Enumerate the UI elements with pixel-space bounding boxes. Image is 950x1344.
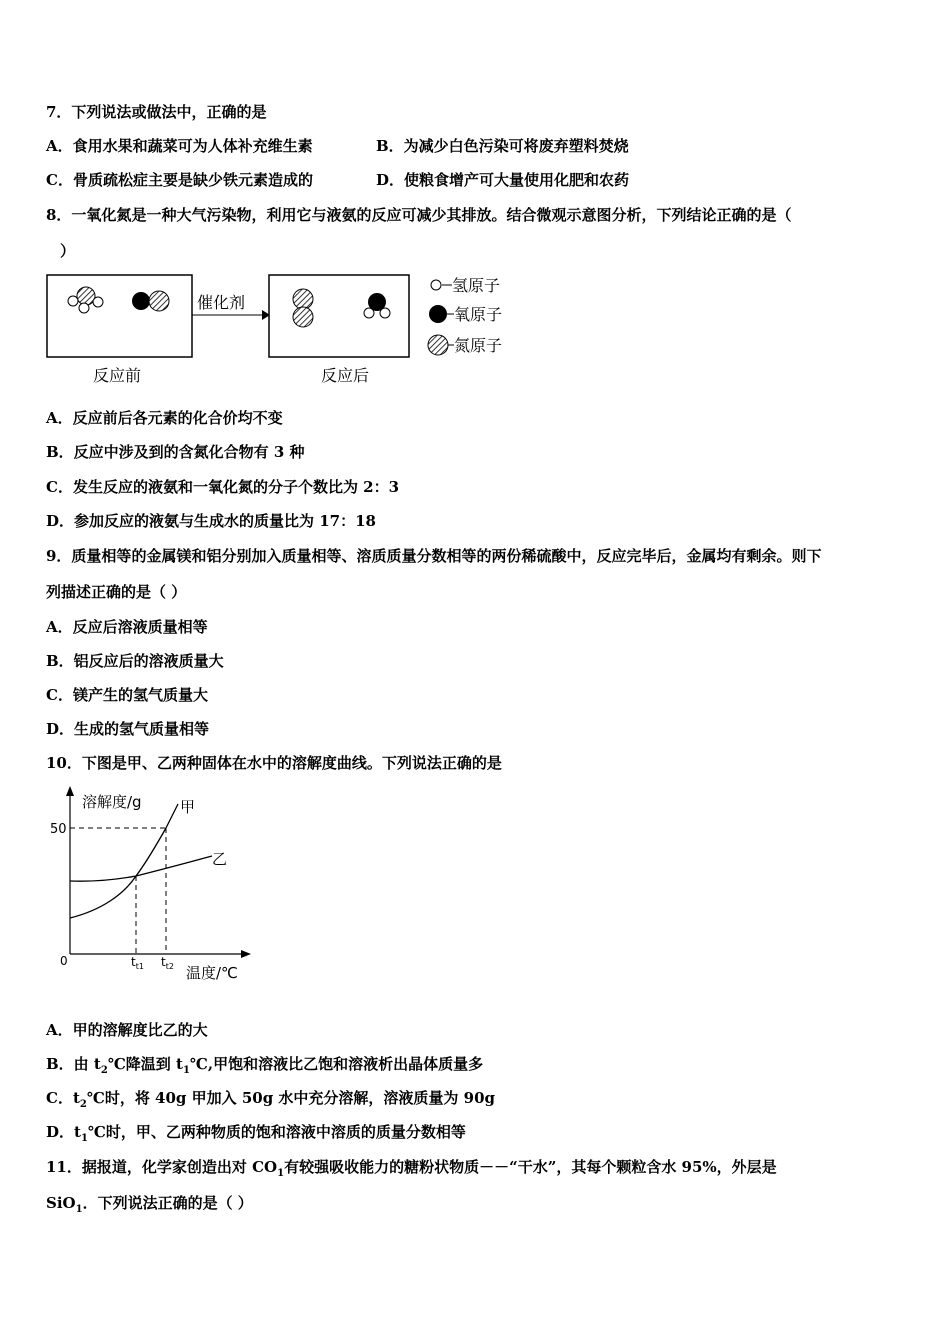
q10-option-c: C．$t_2℃$时，将 40g 甲加入 50g 水中充分溶解，溶液质量为 90g: [46, 1089, 496, 1110]
legend-oxygen: [429, 305, 502, 324]
q8-option-d: D．参加反应的液氨与生成水的质量比为 17：18: [46, 512, 376, 530]
nitric-oxide-molecule: [132, 291, 169, 311]
ammonia-molecule: [68, 287, 103, 313]
q9-option-c: C．镁产生的氢气质量大: [46, 686, 208, 704]
q11-stem: 11．据报道，化学家创造出对 $CO_1$有较强吸收能力的糖粉状物质－－“干水”，其每个颗粒含水 95%，外层是: [46, 1158, 777, 1179]
q11-stem-line2: SiO$_1$．下列说法正确的是（ ）: [46, 1194, 253, 1215]
q7-stem: 7．下列说法或做法中，正确的是: [46, 103, 267, 121]
svg-text:氮原子: 氮原子: [454, 336, 503, 355]
x-axis-label: 温度/℃: [186, 964, 238, 982]
q7-option-a: A．食用水果和蔬菜可为人体补充维生素: [46, 137, 313, 155]
q7-option-d: D．使粮食增产可大量使用化肥和农药: [376, 171, 630, 189]
q9-option-a: A．反应后溶液质量相等: [46, 618, 208, 636]
curve-jia: [70, 804, 178, 918]
series-label-yi: 乙: [212, 850, 228, 868]
before-box: [47, 275, 192, 357]
q8-stem-end: ）: [60, 242, 76, 260]
q10-option-b: B．由 $t_2℃$降温到 $t_1℃$,甲饱和溶液比乙饱和溶液析出晶体质量多: [46, 1055, 484, 1076]
q9-stem-line2: 列描述正确的是（ ）: [46, 583, 187, 601]
svg-text:氢原子: 氢原子: [452, 276, 501, 295]
q9-option-d: D．生成的氢气质量相等: [46, 720, 210, 738]
y-tick-label-50: 50: [50, 822, 67, 837]
svg-text:氧原子: 氧原子: [454, 305, 503, 324]
q7-option-c: C．骨质疏松症主要是缺少铁元素造成的: [46, 171, 313, 189]
y-axis-arrow: [66, 786, 74, 796]
catalyst-label: 催化剂: [197, 293, 246, 312]
x-axis-arrow: [241, 950, 251, 958]
before-label: 反应前: [93, 366, 142, 385]
q10-option-d: D．$t_1℃$时，甲、乙两种物质的饱和溶液中溶质的质量分数相等: [46, 1123, 466, 1144]
q10-stem: 10．下图是甲、乙两种固体在水中的溶解度曲线。下列说法正确的是: [46, 754, 502, 772]
origin-label: 0: [60, 954, 68, 968]
legend-hydrogen: [431, 276, 500, 295]
q8-micro-diagram: [40, 268, 540, 393]
after-label: 反应后: [321, 366, 370, 385]
x-tick-label-t1: $t_{t1}$: [131, 955, 144, 971]
solubility-chart: [40, 782, 270, 992]
legend-nitrogen: [428, 335, 502, 355]
water-molecule: [364, 293, 390, 318]
nitrogen-molecule: [293, 289, 313, 327]
q8-option-c: C．发生反应的液氨和一氧化氮的分子个数比为 2：3: [46, 478, 400, 496]
x-tick-label-t2: $t_{t2}$: [161, 955, 174, 971]
q9-option-b: B．铝反应后的溶液质量大: [46, 652, 224, 670]
y-axis-label: 溶解度/g: [82, 793, 142, 811]
q9-stem: 9．质量相等的金属镁和铝分别加入质量相等、溶质质量分数相等的两份稀硫酸中，反应完毕后，金属均有剩余。则下: [46, 547, 822, 565]
q7-option-b: B．为减少白色污染可将废弃塑料焚烧: [376, 137, 629, 155]
q8-option-a: A．反应前后各元素的化合价均不变: [46, 409, 283, 427]
series-label-jia: 甲: [180, 798, 196, 816]
q8-option-b: B．反应中涉及到的含氮化合物有 3 种: [46, 443, 305, 461]
q10-option-a: A．甲的溶解度比乙的大: [46, 1021, 208, 1039]
q8-stem: 8．一氧化氮是一种大气污染物，利用它与液氨的反应可减少其排放。结合微观示意图分析，下列结论正确的是（: [46, 206, 792, 224]
